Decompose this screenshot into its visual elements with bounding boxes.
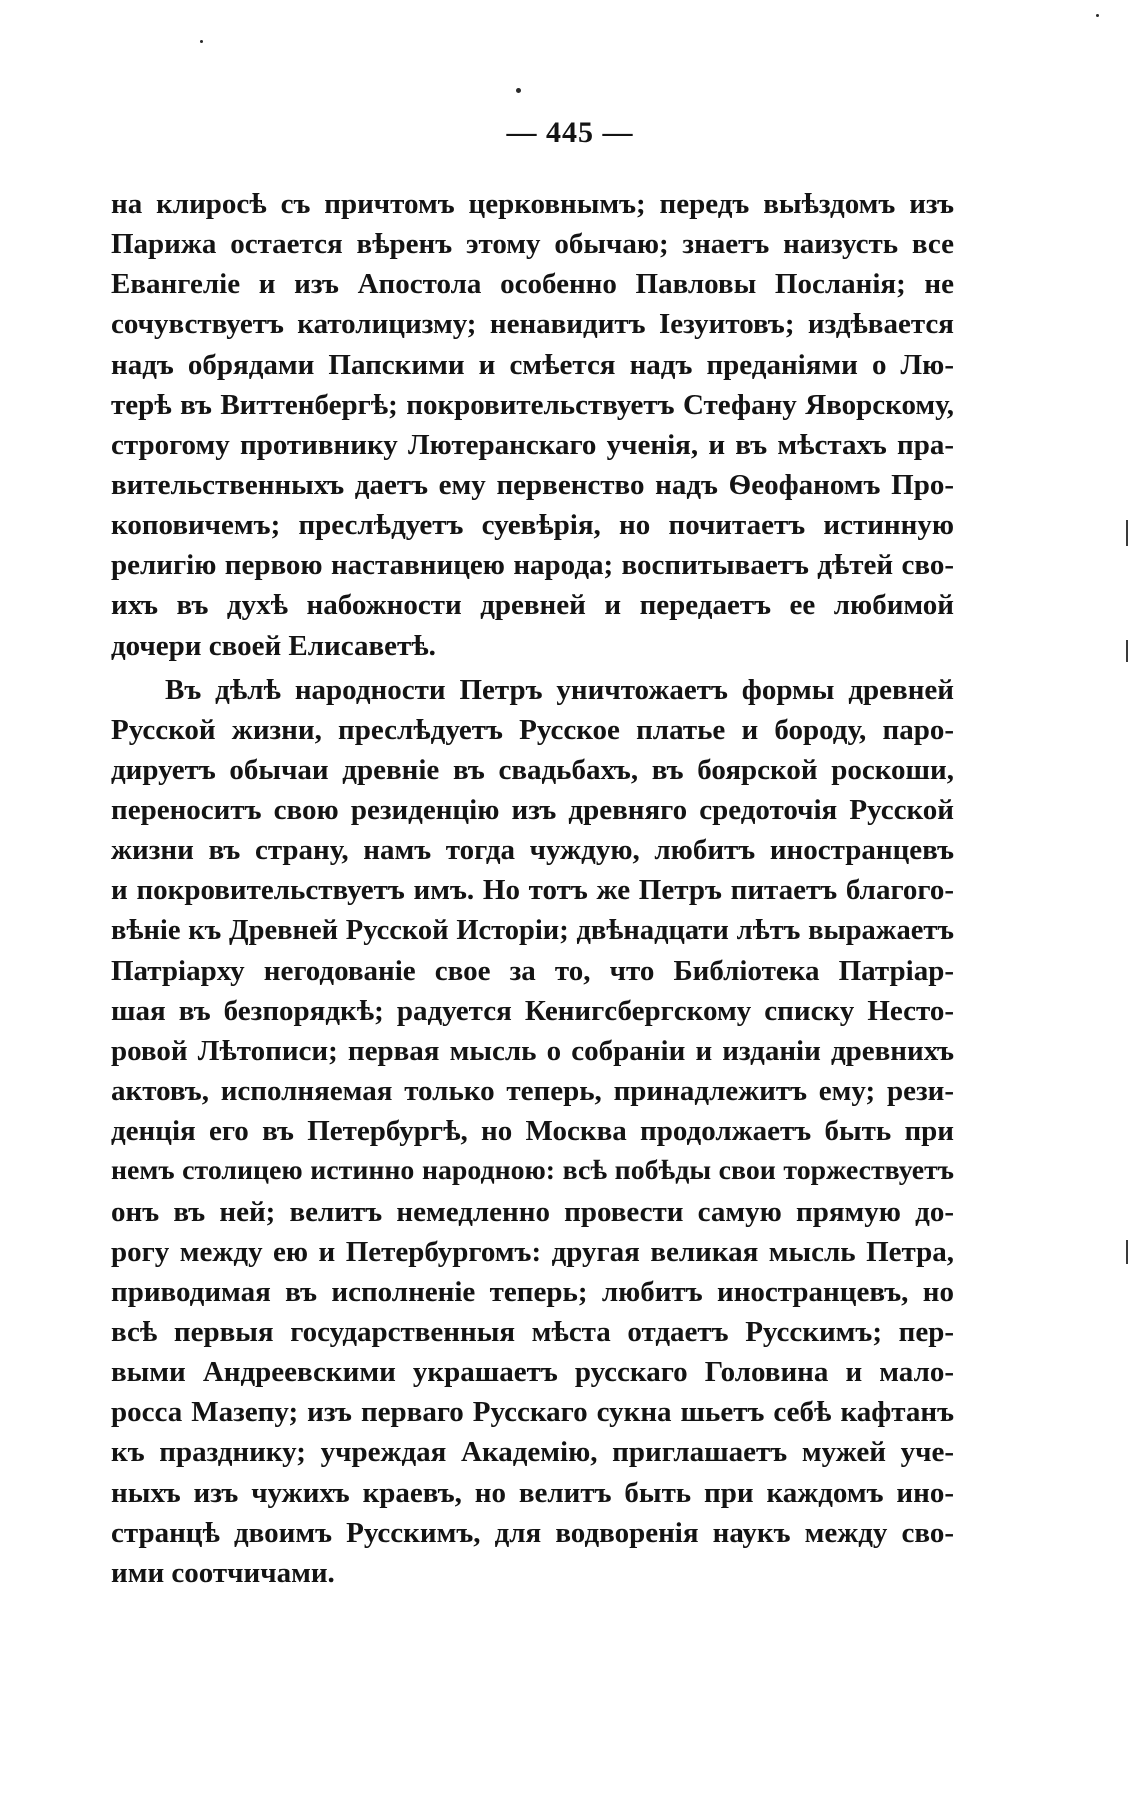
paragraph — [111, 670, 954, 1593]
text-line: религію первою наставницею народа; воспитываетъ дѣтей сво- — [111, 549, 954, 582]
text-line: надъ обрядами Папскими и смѣется надъ преданіями о Лю- — [111, 348, 954, 381]
text-line: Евангеліе и изъ Апостола особенно Павловы Посланія; не — [111, 268, 954, 301]
text-line: онъ въ ней; велитъ немедленно провести самую прямую до- — [111, 1195, 954, 1228]
text-line: немъ столицею истинно народною: всѣ побѣды свои торжествуетъ — [111, 1155, 954, 1187]
text-line: жизни въ страну, намъ тогда чуждую, любитъ иностранцевъ — [111, 834, 954, 867]
text-line: ими соотчичами. — [111, 1556, 335, 1589]
text-line: Патріарху негодованіе свое за то, что Библіотека Патріар- — [111, 954, 954, 987]
text-line: рогу между ею и Петербургомъ: другая великая мысль Петра, — [111, 1235, 954, 1268]
text-line: ровой Лѣтописи; первая мысль о собраніи и изданіи древнихъ — [111, 1034, 954, 1067]
text-line: приводимая въ исполненіе теперь; любитъ иностранцевъ, но — [111, 1275, 954, 1308]
text-line: дируетъ обычаи древніе въ свадьбахъ, въ боярской роскоши, — [111, 753, 954, 786]
text-line: Въ дѣлѣ народности Петръ уничтожаетъ формы древней — [165, 673, 954, 706]
page-number: — 445 — — [506, 116, 634, 149]
text-line: переноситъ свою резиденцію изъ древняго средоточія Русской — [111, 794, 954, 827]
scan-speck — [1096, 14, 1099, 17]
text-line: сочувствуетъ католицизму; ненавидитъ Іезуитовъ; издѣвается — [111, 308, 954, 341]
text-line: дочери своей Елисаветѣ. — [111, 629, 436, 662]
scan-speck — [516, 88, 521, 93]
text-line: выми Андреевскими украшаетъ русскаго Головина и мало- — [111, 1356, 954, 1389]
text-line: Русской жизни, преслѣдуетъ Русское платье и бороду, паро- — [111, 713, 954, 746]
text-line: и покровительствуетъ имъ. Но тотъ же Петръ питаетъ благого- — [111, 874, 954, 907]
text-line: актовъ, исполняемая только теперь, принадлежитъ ему; рези- — [111, 1075, 954, 1108]
text-line: коповичемъ; преслѣдуетъ суевѣрія, но почитаетъ истинную — [111, 509, 954, 542]
paragraph — [111, 184, 954, 666]
scan-speck — [200, 40, 203, 43]
scan-edge-mark — [1126, 520, 1128, 546]
text-line: денція его въ Петербургѣ, но Москва продолжаетъ быть при — [111, 1115, 954, 1148]
body-text — [111, 184, 954, 1593]
text-line: Парижа остается вѣренъ этому обычаю; знаетъ наизусть все — [111, 228, 954, 261]
text-line: къ празднику; учреждая Академію, приглашаетъ мужей уче- — [111, 1436, 954, 1469]
text-line: всѣ первыя государственныя мѣста отдаетъ Русскимъ; пер- — [111, 1315, 954, 1348]
text-line: строгому противнику Лютеранскаго ученія, и въ мѣстахъ пра- — [111, 428, 954, 461]
text-line: вѣніе къ Древней Русской Исторіи; двѣнадцати лѣтъ выражаетъ — [111, 914, 954, 946]
text-line: росса Мазепу; изъ перваго Русскаго сукна шьетъ себѣ кафтанъ — [111, 1396, 954, 1429]
text-line: на клиросѣ съ причтомъ церковнымъ; передъ выѣздомъ изъ — [111, 188, 954, 220]
text-line: шая въ безпорядкѣ; радуется Кенигсбергскому списку Несто- — [111, 994, 954, 1027]
text-line: странцѣ двоимъ Русскимъ, для водворенія наукъ между сво- — [111, 1516, 954, 1549]
scan-edge-mark — [1126, 640, 1128, 662]
text-line: ихъ въ духѣ набожности древней и передаетъ ее любимой — [111, 589, 954, 622]
text-line: ныхъ изъ чужихъ краевъ, но велитъ быть при каждомъ ино- — [111, 1476, 954, 1509]
scan-edge-mark — [1126, 1240, 1128, 1264]
text-line: терѣ въ Виттенбергѣ; покровительствуетъ Стефану Яворскому, — [111, 388, 954, 421]
text-line: вительственныхъ даетъ ему первенство надъ Ѳеофаномъ Про- — [111, 468, 954, 501]
